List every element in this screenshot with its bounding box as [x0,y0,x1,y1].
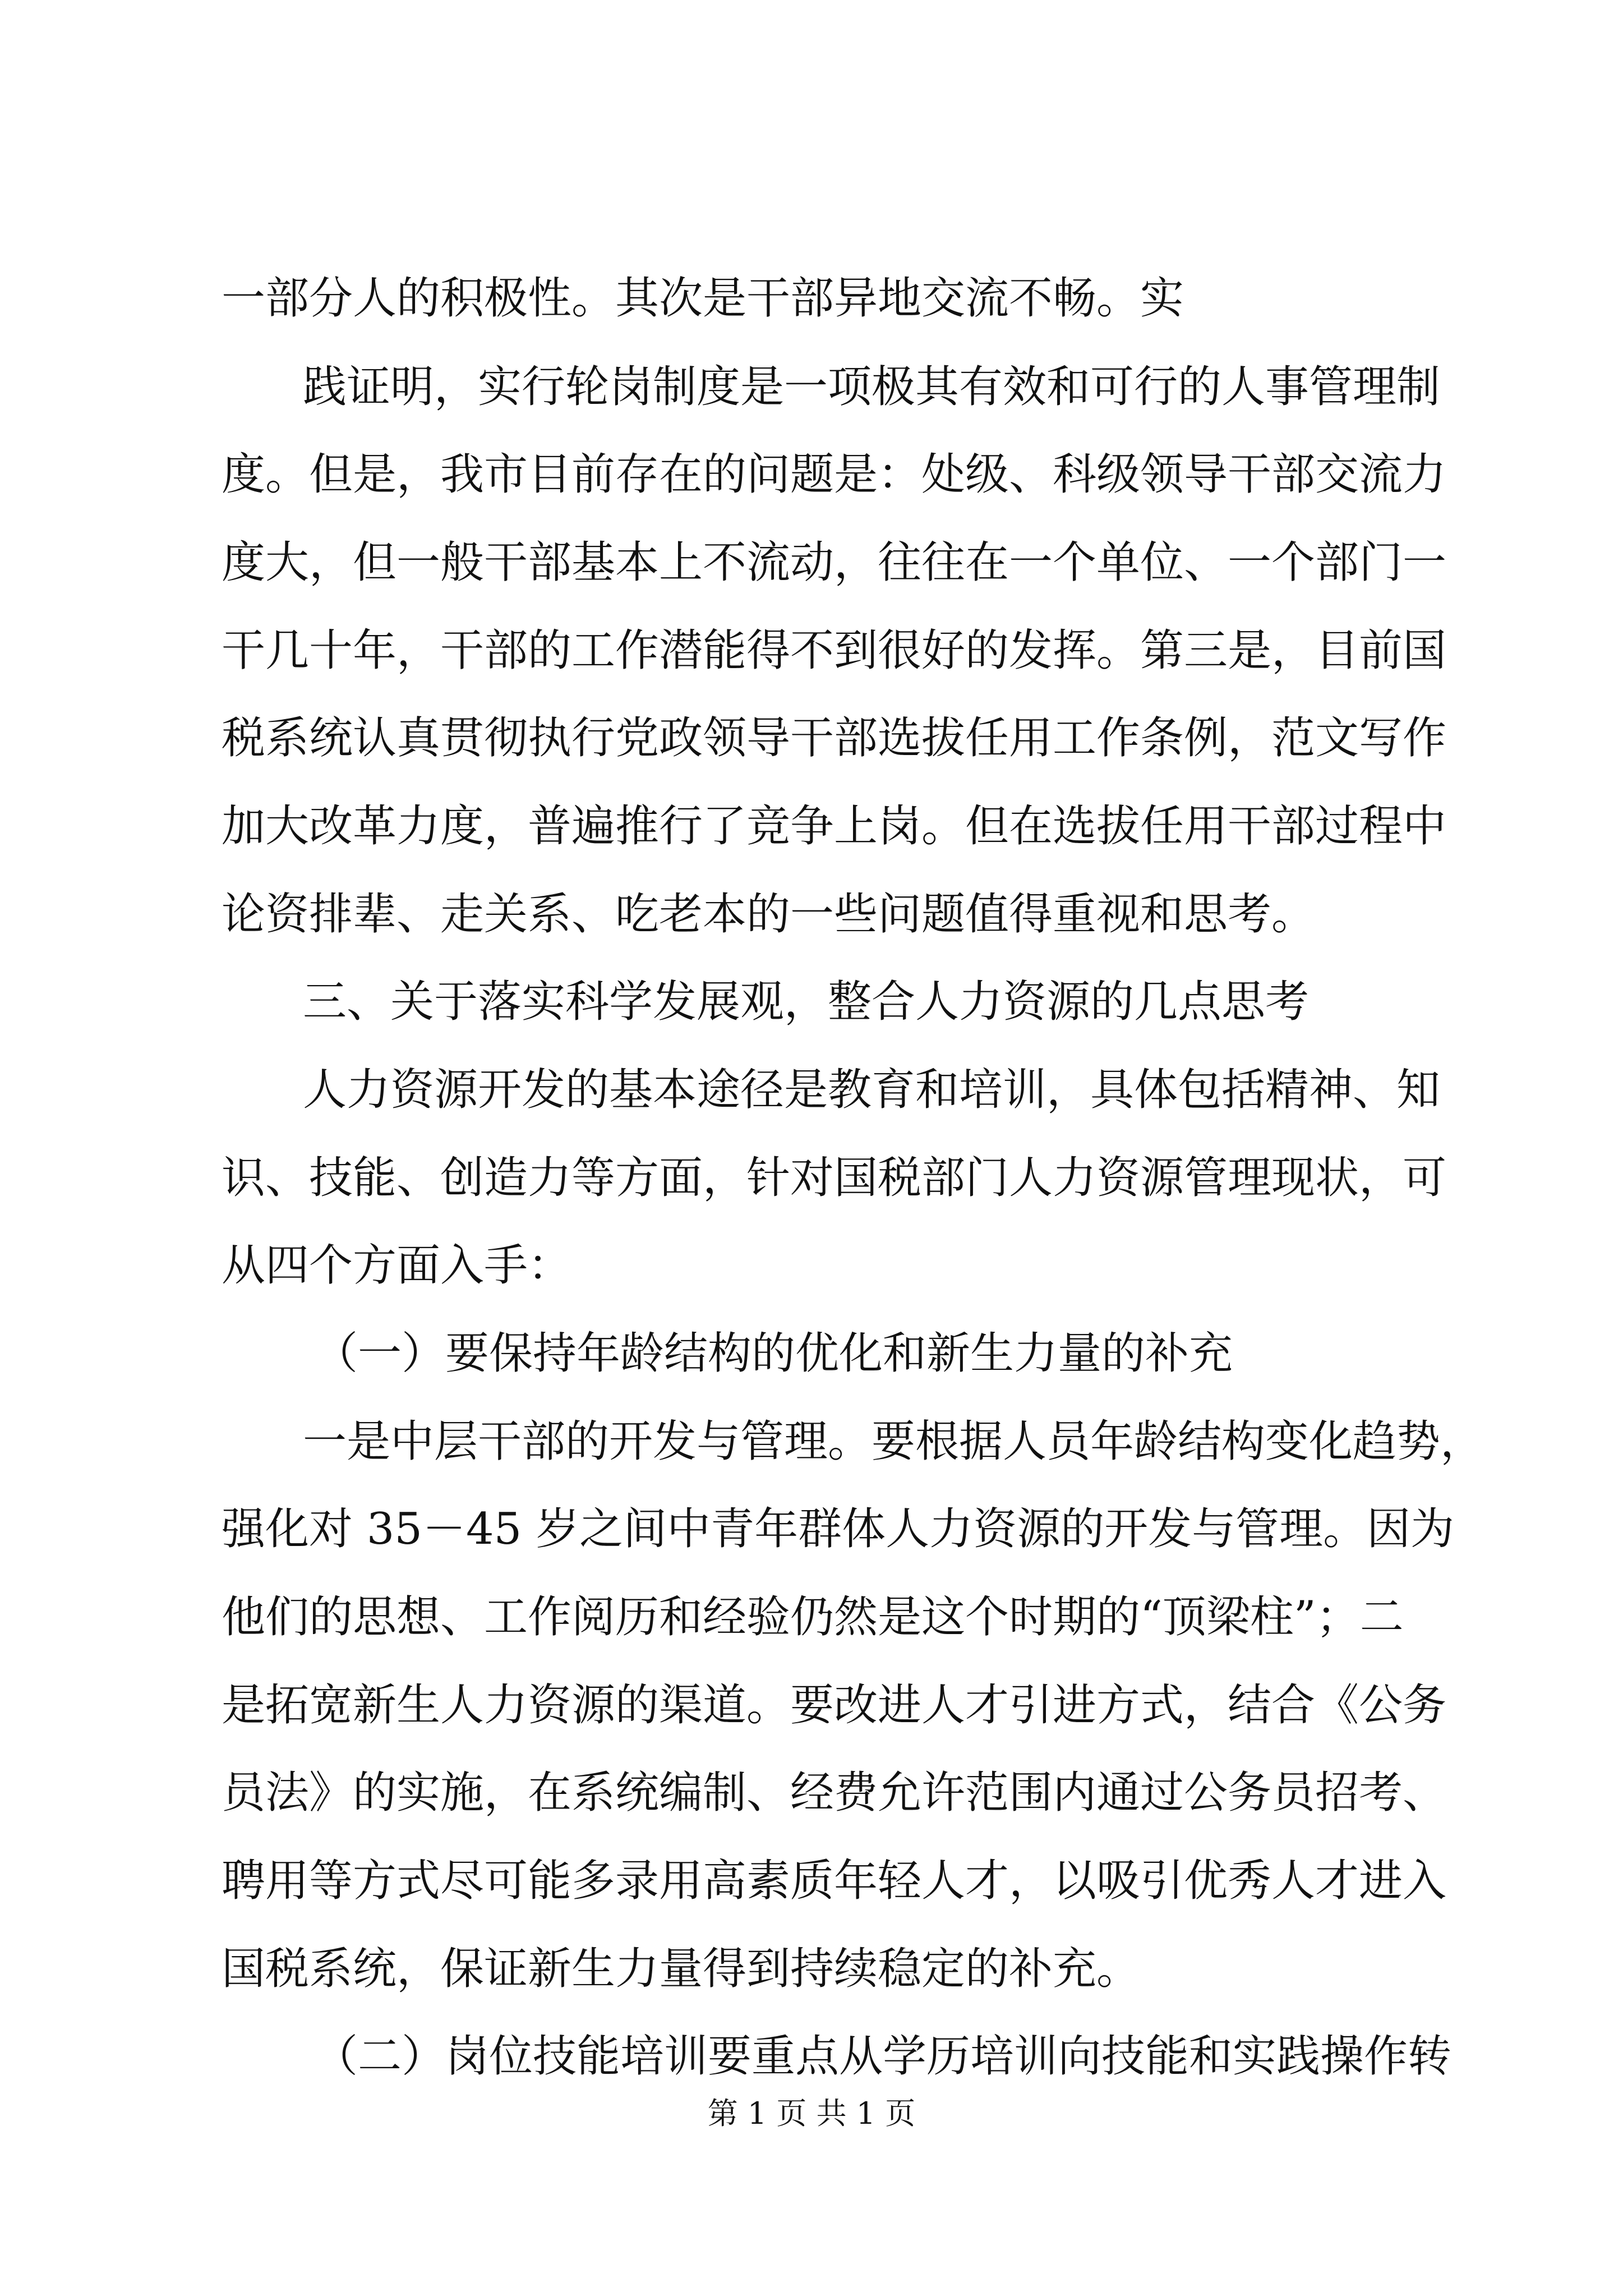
text-line-4: 度大，但一般干部基本上不流动，往往在一个单位、一个部门一 [222,537,1447,588]
section-heading: 三、关于落实科学发展观，整合人力资源的几点思考 [303,977,1310,1027]
page-footer: 第 1 页 共 1 页 [707,2096,916,2131]
text-line-16: 他们的思想、工作阅历和经验仍然是这个时期的“顶梁柱”；二 [222,1592,1404,1642]
text-line-5: 干几十年，干部的工作潜能得不到很好的发挥。第三是，目前国 [222,625,1447,676]
text-line-10: 人力资源开发的基本途径是教育和培训，具体包括精神、知 [303,1065,1441,1115]
text-line-17: 是拓宽新生人力资源的渠道。要改进人才引进方式，结合《公务 [222,1680,1447,1731]
text-line-11: 识、技能、创造力等方面，针对国税部门人力资源管理现状，可 [222,1153,1447,1203]
text-line-6: 税系统认真贯彻执行党政领导干部选拔任用工作条例，范文写作 [222,713,1447,763]
subsection-heading-2: （二）岗位技能培训要重点从学历培训向技能和实践操作转 [314,2031,1452,2082]
text-line-2: 践证明，实行轮岗制度是一项极其有效和可行的人事管理制 [303,362,1441,412]
text-line-20: 国税系统，保证新生力量得到持续稳定的补充。 [222,1944,1141,1994]
text-line-19: 聘用等方式尽可能多录用高素质年轻人才，以吸引优秀人才进入 [222,1856,1447,1906]
text-line-15: 强化对 35－45 岁之间中青年群体人力资源的开发与管理。因为 [222,1504,1455,1554]
text-line-8: 论资排辈、走关系、吃老本的一些问题值得重视和思考。 [222,889,1316,940]
subsection-heading-1: （一）要保持年龄结构的优化和新生力量的补充 [314,1328,1233,1379]
text-line-18: 员法》的实施，在系统编制、经费允许范围内通过公务员招考、 [222,1768,1447,1818]
text-line-7: 加大改革力度，普遍推行了竞争上岗。但在选拔任用干部过程中 [222,801,1447,852]
text-line-1: 一部分人的积极性。其次是干部异地交流不畅。实 [222,273,1184,324]
text-line-14: 一是中层干部的开发与管理。要根据人员年龄结构变化趋势， [303,1416,1484,1467]
text-line-3: 度。但是，我市目前存在的问题是：处级、科级领导干部交流力 [222,449,1447,500]
text-line-12: 从四个方面入手： [222,1240,572,1291]
